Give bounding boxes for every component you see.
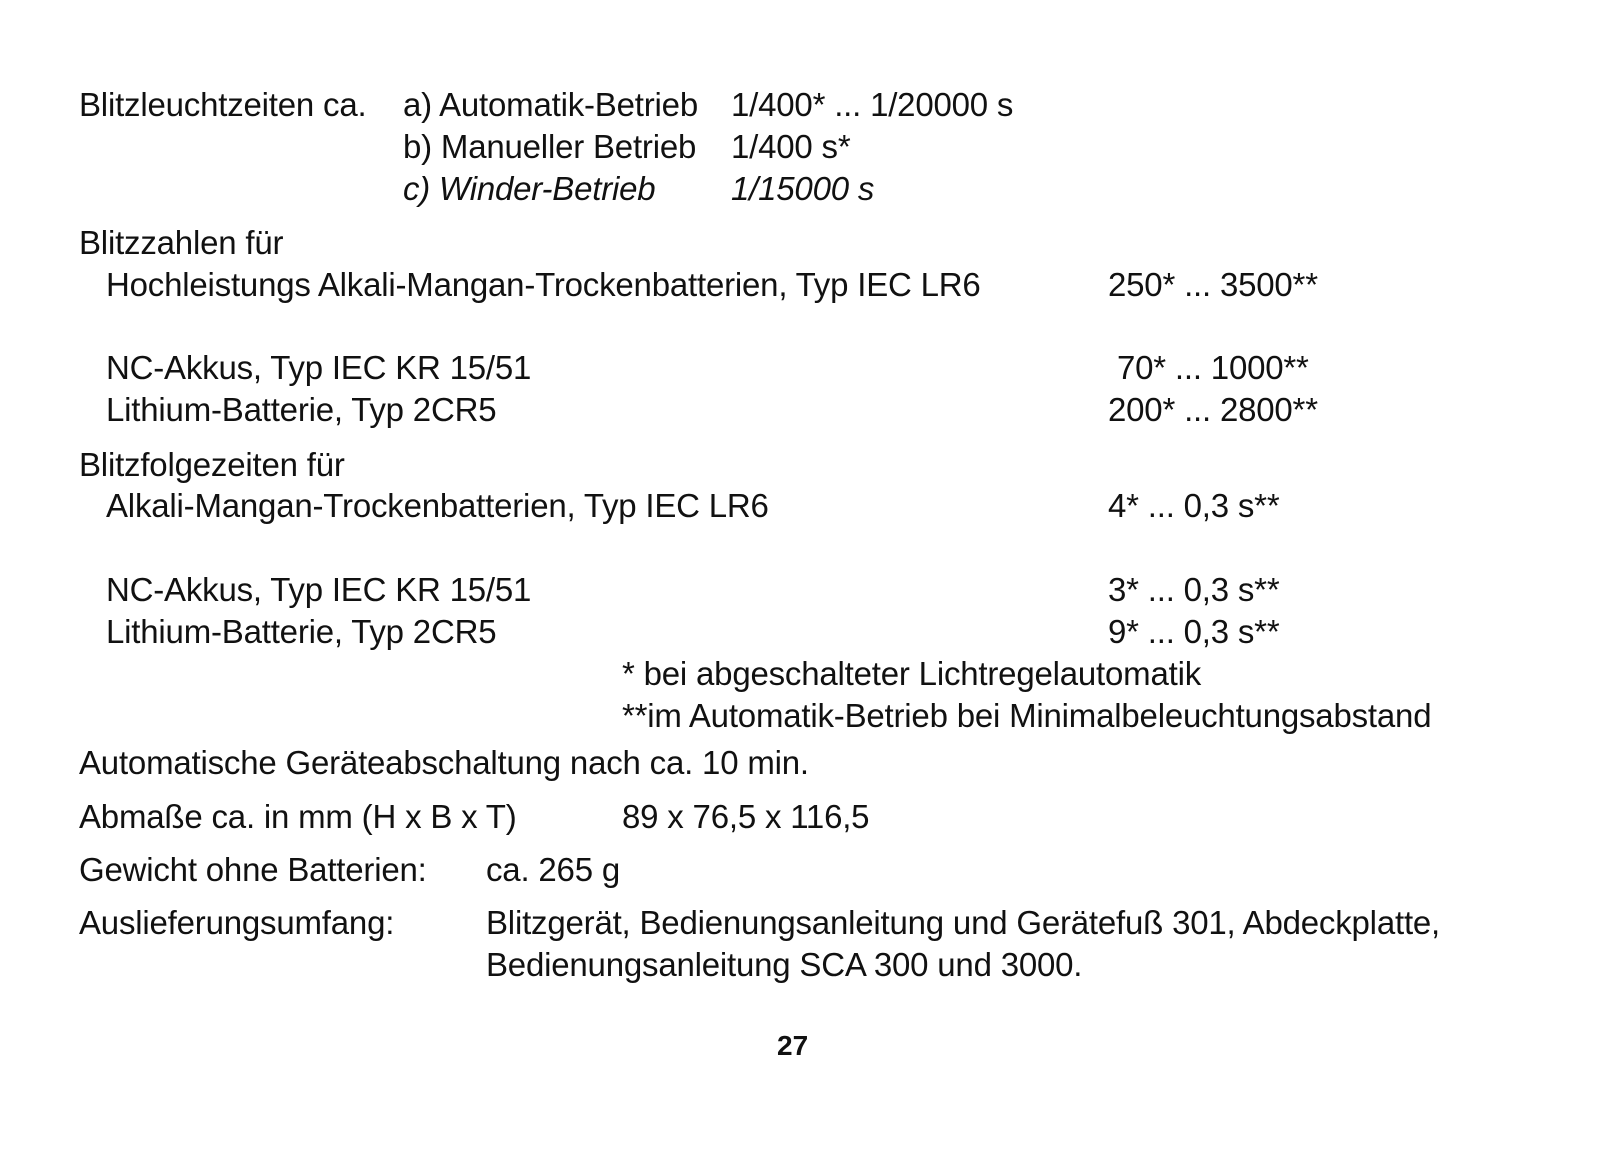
dimensions-value: 89 x 76,5 x 116,5: [622, 798, 870, 835]
footnote-double-asterisk: **im Automatik-Betrieb bei Minimalbeleuchtungsabstand: [622, 697, 1432, 734]
footnote-single-asterisk: * bei abgeschalteter Lichtregelautomatik: [622, 655, 1202, 692]
flash-count-row-value: 70* ... 1000**: [1117, 349, 1309, 386]
page-number: 27: [777, 1030, 809, 1061]
flash-duration-c-mode: c) Winder-Betrieb: [403, 170, 656, 207]
recycle-time-row-value: 3* ... 0,3 s**: [1108, 571, 1280, 608]
weight-value: ca. 265 g: [486, 851, 620, 888]
flash-duration-label: Blitzleuchtzeiten ca.: [79, 86, 367, 123]
recycle-time-row-name: Lithium-Batterie, Typ 2CR5: [106, 613, 497, 650]
flash-duration-a-value: 1/400* ... 1/20000 s: [731, 86, 1014, 123]
recycle-time-row-value: 9* ... 0,3 s**: [1108, 613, 1280, 650]
auto-off-text: Automatische Geräteabschaltung nach ca. 10 min.: [79, 744, 809, 781]
flash-count-row-name: Lithium-Batterie, Typ 2CR5: [106, 391, 497, 428]
recycle-time-row-value: 4* ... 0,3 s**: [1108, 487, 1280, 524]
flash-count-row-value: 250* ... 3500**: [1108, 266, 1318, 303]
recycle-time-row-name: NC-Akkus, Typ IEC KR 15/51: [106, 571, 532, 608]
delivery-line-2: Bedienungsanleitung SCA 300 und 3000.: [486, 946, 1083, 983]
flash-count-label: Blitzzahlen für: [79, 224, 284, 261]
weight-label: Gewicht ohne Batterien:: [79, 851, 427, 888]
delivery-label: Auslieferungsumfang:: [79, 904, 395, 941]
recycle-time-label: Blitzfolgezeiten für: [79, 446, 345, 483]
flash-duration-a-mode: a) Automatik-Betrieb: [403, 86, 698, 123]
flash-duration-b-value: 1/400 s*: [731, 128, 851, 165]
flash-count-row-value: 200* ... 2800**: [1108, 391, 1318, 428]
flash-count-row-name: Hochleistungs Alkali-Mangan-Trockenbatterien, Typ IEC LR6: [106, 266, 981, 303]
recycle-time-row-name: Alkali-Mangan-Trockenbatterien, Typ IEC LR6: [106, 487, 769, 524]
flash-duration-c-value: 1/15000 s: [731, 170, 875, 207]
delivery-line-1: Blitzgerät, Bedienungsanleitung und Gerätefuß 301, Abdeckplatte,: [486, 904, 1441, 941]
flash-count-row-name: NC-Akkus, Typ IEC KR 15/51: [106, 349, 532, 386]
flash-duration-b-mode: b) Manueller Betrieb: [403, 128, 697, 165]
dimensions-label: Abmaße ca. in mm (H x B x T): [79, 798, 517, 835]
